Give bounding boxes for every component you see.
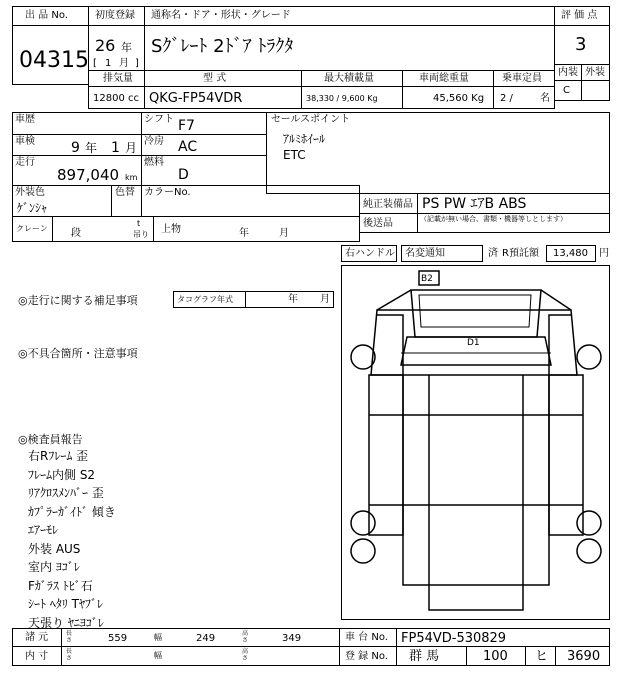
type-label-cell [144,70,302,87]
plate-divider [555,646,556,666]
gross-weight-cell [402,86,494,109]
fuel: D [178,167,189,183]
plate-label: 登 録 No. [345,651,388,662]
left-door [377,315,403,375]
sales-points-cell [266,112,610,194]
aftermarket-cell [417,213,610,233]
model-label-cell [144,6,555,26]
recycle-label: 済 [488,248,498,259]
inspection-label: 車検 [15,136,35,147]
std-equipment: PS PW ｴｱB ABS [422,196,527,212]
chassis-outline [403,375,549,585]
history-label: 車歴 [15,114,35,125]
capacity-label-cell [493,70,555,87]
shift-cell [141,112,267,135]
max-load-label: 最大積載量 [324,73,374,84]
inspection-year-unit: 年 [85,141,98,155]
inner-height-label: 高さ [242,648,249,662]
type-code-cell [144,86,302,109]
exterior-color-cell [12,185,112,217]
exterior-label-cell [581,64,610,81]
reg-year-unit: 年 [121,41,132,54]
first-reg-label-cell [88,6,145,26]
exterior-color-label: 外装色 [15,187,45,198]
dims-cell [61,628,340,647]
inspector-report-item: ｴｱｰﾓﾚ [28,523,59,537]
tacho-divider [245,291,246,308]
plate-cell [396,646,610,666]
right-side-panel [549,375,583,535]
cab-edge [377,290,411,310]
aftermarket-note: （記載が無い場合、書類・機器等しとします） [420,215,567,223]
plate-number: 3690 [567,649,601,664]
reg-month: 1 [105,58,112,69]
crane-divider [153,216,154,242]
gross-weight: 45,560 Kg [433,93,485,104]
reg-month-close: ] [135,58,139,69]
crane-row [12,216,360,242]
tacho-year-unit: 年 [288,294,298,305]
displacement-label-cell [88,70,145,87]
cab-edge [541,290,571,310]
inspector-report-item: 右Rﾌﾚｰﾑ 歪 [28,449,89,463]
sales-points-label: セールスポイント [271,114,351,125]
capacity: 2 / [500,93,513,104]
mileage-unit: km [125,173,138,182]
inspector-report-label: ◎検査員報告 [18,433,83,446]
color-change-label: 色替 [115,187,135,198]
plate-label-cell [339,646,397,666]
wheel-rear-right [577,511,601,535]
std-equipment-cell [417,193,610,214]
mount-month-unit: 月 [279,228,289,239]
inspector-report-item: ｼｰﾄ ﾍﾀﾘ Tﾔﾌﾞﾚ [28,597,103,611]
name-change-label: 名変通知 [405,248,445,259]
mileage-label: 走行 [15,157,35,168]
ac-cell [141,134,267,156]
chassis-label-cell [339,628,397,647]
displacement: 12800 cc [93,93,139,104]
rhd-label: 右ハンドル [345,248,395,259]
lot-no-label: 出 品 No. [25,10,68,21]
history-cell [12,112,142,135]
wheel-rear2-left [351,539,375,563]
crane-label: クレーン [16,224,48,233]
score-label: 評 価 点 [561,10,598,21]
wheel-front-right [577,345,601,369]
interior-label-cell [554,64,582,81]
aftermarket-label-cell [359,213,418,233]
inspector-report-item: 室内 ﾖｺﾞﾚ [28,560,80,574]
rear-bumper [429,585,523,610]
rhd-cell [341,245,397,262]
inspection-cell [12,134,142,156]
chassis-label: 車 台 No. [345,632,388,643]
mileage: 897,040 [57,166,120,184]
interior-label: 内装 [558,67,578,78]
plate-divider [525,646,526,666]
exterior-score-cell [581,80,610,101]
plate-kana: ヒ [535,649,549,664]
lot-no-label-cell [12,6,89,26]
wheel-rear2-right [577,539,601,563]
length-label: 長さ [66,630,73,644]
inspector-report-item: 外装 AUS [28,541,81,556]
capacity-label: 乗車定員 [502,73,542,84]
gross-weight-label: 車両総重量 [419,73,469,84]
reg-year: 26 [95,36,116,55]
mark-b2: B2 [421,274,433,284]
gross-weight-label-cell [402,70,494,87]
interior-score-cell [554,80,582,101]
type-label: 型 式 [203,73,227,84]
model-name-cell [144,25,555,71]
inspector-report-item: ﾘｱｸﾛｽﾒﾝﾊﾞｰ 歪 [28,486,104,500]
ac-label: 冷房 [144,136,164,147]
sales-point-item: ETC [283,148,306,162]
model-name: Sｸﾞﾚｰﾄ 2ﾄﾞｱ ﾄﾗｸﾀ [151,36,294,57]
height: 349 [282,633,302,644]
capacity-cell [493,86,555,109]
score: 3 [575,34,587,55]
recycle-unit: 円 [599,248,609,259]
name-change-cell [401,245,483,262]
shift-label: シフト [144,114,174,125]
first-reg-label: 初度登録 [95,10,135,21]
dims-label: 諸 元 [25,632,49,643]
score-cell [554,25,610,65]
length: 559 [108,633,128,644]
displacement-cell [88,86,145,109]
inner-length-label: 長さ [66,648,73,662]
mileage-cell [12,155,142,186]
first-reg-cell [88,25,145,71]
cab-roof [411,290,541,337]
chassis-no: FP54VD-530829 [401,631,507,646]
inner-label: 内 寸 [25,651,49,662]
aftermarket-label: 後送品 [363,218,393,229]
exterior-color: ｹﾞﾝｼｬ [17,201,48,215]
left-side-panel [369,375,403,535]
plate-divider [466,646,467,666]
lot-no-cell [12,25,89,85]
crane-divider [52,216,53,242]
inner-dims-cell [61,646,340,666]
inspector-report-item: ｶﾌﾟﾗｰｶﾞｲﾄﾞ 傾き [28,504,116,519]
driving-notes-label: ◎走行に関する補足事項 [18,294,138,307]
mount-label: 上物 [161,224,181,235]
height-label: 高さ [242,630,249,644]
inspection-month: 1 [111,140,120,156]
max-load-label-cell [301,70,403,87]
max-load-cell [301,86,403,109]
exterior-label: 外装 [585,67,605,78]
capacity-unit: 名 [540,93,550,104]
color-code-cell [141,185,360,217]
ac: AC [178,139,198,155]
reg-month-open: [ [93,58,97,69]
reg-month-unit: 月 [119,58,129,69]
inspector-report-item: ﾌﾚｰﾑ内側 S2 [28,467,96,482]
tacho-label: タコグラフ年式 [177,295,233,304]
inner-label-cell [12,646,62,666]
cab-roof-inner [419,295,531,327]
color-code-label: カラーNo. [144,187,191,198]
score-label-cell [554,6,610,26]
max-load: 38,330 / 9,600 Kg [306,94,378,103]
type-code: QKG-FP54VDR [149,91,243,106]
shift: F7 [178,118,195,134]
sales-point-item: ｱﾙﾐﾎｲｰﾙ [283,132,326,146]
displacement-label: 排気量 [103,73,133,84]
width-label: 幅 [154,633,162,642]
mark-d1: D1 [467,338,480,348]
lot-no: 04315 [19,48,89,73]
recycle-amount-cell [546,245,596,262]
inspection-year: 9 [71,140,80,156]
std-equipment-label-cell [359,193,418,214]
dims-label-cell [12,628,62,647]
recycle-amount: 13,480 [553,248,588,259]
wheel-rear-left [351,511,375,535]
recycle-deposit-label: R預託額 [502,248,539,259]
right-door [549,315,571,375]
defect-notes-label: ◎不具合箇所・注意事項 [18,347,138,360]
crane-ton-unit: t [137,219,141,228]
interior-score: C [563,85,570,96]
plate-region: 群 馬 [409,649,440,664]
std-equipment-label: 純正装備品 [363,199,413,210]
fuel-label: 燃料 [144,157,164,168]
crane-stage-unit: 段 [71,228,81,239]
color-change-cell [111,185,142,217]
width: 249 [196,633,216,644]
wheel-front-left [351,345,375,369]
tacho-cell [173,291,334,308]
inspection-month-unit: 月 [125,141,138,155]
mount-year-unit: 年 [239,228,249,239]
tacho-month-unit: 月 [320,294,330,305]
chassis-no-cell [396,628,610,647]
inspector-report-item: 天張り ﾔﾆﾖｺﾞﾚ [28,615,104,630]
crane-lift-unit: 吊り [133,230,149,239]
truck-diagram [341,265,610,620]
plate-class: 100 [483,649,508,664]
inner-width-label: 幅 [154,651,162,660]
model-label: 通称名・ドア・形状・グレード [151,10,291,21]
inspector-report-item: Fｶﾞﾗｽ ﾄﾋﾞ石 [28,578,93,593]
fuel-cell [141,155,267,186]
